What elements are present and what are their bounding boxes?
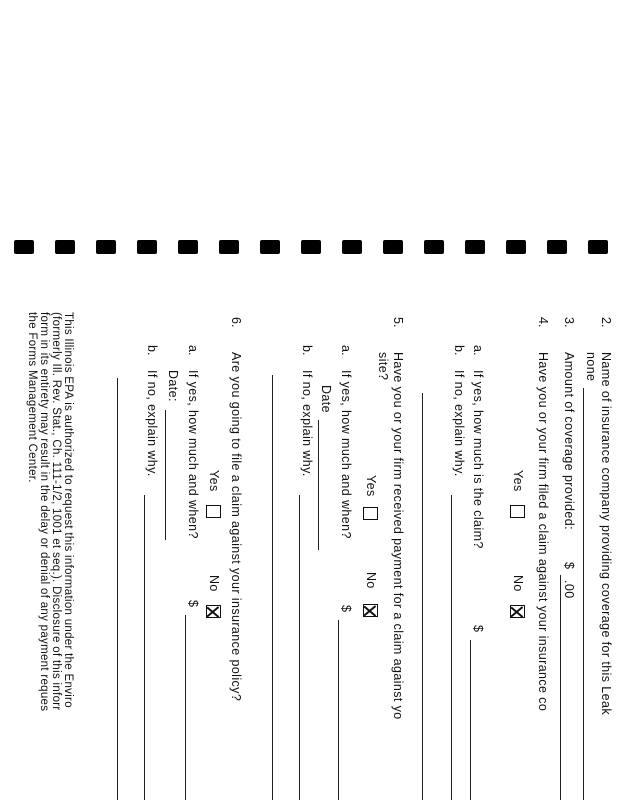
question-6b-label: If no, explain why. [145,370,159,477]
insurance-company-answer[interactable]: none [584,352,598,382]
punch-hole [96,240,116,254]
punch-hole [178,240,198,254]
disclosure-line-3: form in its entirety may result in the delay or denial of any payment reques [38,312,50,712]
question-6-no-checkbox-checked[interactable] [206,605,221,618]
question-6b-line-1 [144,495,145,800]
question-4-number: 4. [536,317,550,328]
question-5-no-checkbox-checked[interactable] [363,604,378,617]
question-6a-letter: a. [186,345,200,356]
disclosure-line-2: (formerly Ill. Rev. Stat., Ch. 111-1/2, 1001 et seq.). Disclosure of this inforr [50,312,62,711]
question-5b-line-1 [299,495,300,800]
question-6-number: 6. [229,317,243,328]
question-5a-letter: a. [339,345,353,356]
claim-amount-line [470,640,471,800]
punch-hole [137,240,157,254]
question-5a-date-label: Date [319,385,333,414]
question-4b-line-2 [422,393,423,800]
question-4-yes-label: Yes [511,470,525,492]
question-4a-letter: a. [471,345,485,356]
question-3-number: 3. [562,317,576,328]
question-6a-currency: $ [186,600,200,608]
question-5a-currency: $ [339,605,353,613]
future-claim-amount-line [185,615,186,800]
coverage-currency: $ [562,562,576,570]
question-6a-label: If yes, how much and when? [186,370,200,539]
question-3-label: Amount of coverage provided: [562,352,576,530]
punch-hole [424,240,444,254]
question-4a-currency: $ [471,625,485,633]
punch-hole [506,240,526,254]
punch-hole [219,240,239,254]
question-5-yes-label: Yes [364,475,378,497]
punch-hole [14,240,34,254]
question-4b-letter: b. [452,345,466,356]
question-6-yes-label: Yes [207,470,221,492]
question-2-label: Name of insurance company providing coverage for this Leak [599,352,613,715]
punch-hole [465,240,485,254]
question-5-number: 5. [391,317,405,328]
question-4-no-label: No [511,575,525,592]
punch-hole [342,240,362,254]
payment-amount-line [338,620,339,800]
punch-hole [547,240,567,254]
disclosure-line-4: the Forms Management Center. [26,312,38,483]
payment-date-line [318,420,319,550]
question-4a-label: If yes, how much is the claim? [471,370,485,549]
question-6b-line-2 [117,378,118,800]
punch-hole [55,240,75,254]
question-5-label: Have you or your firm received payment for a claim against yo [391,352,405,720]
punch-hole [383,240,403,254]
question-4b-label: If no, explain why. [452,370,466,477]
question-6a-date-label: Date: [166,370,180,402]
question-5b-letter: b. [300,345,314,356]
question-5-no-label: No [364,572,378,589]
question-2-number: 2. [599,317,613,328]
coverage-amount[interactable]: .00 [562,580,576,599]
question-6-yes-checkbox[interactable] [206,505,221,518]
question-5-label-continued: site? [376,352,390,381]
question-5b-line-2 [272,375,273,800]
question-4-label: Have you or your firm filed a claim against your insurance co [536,352,550,712]
disclosure-line-1: This Illinois EPA is authorized to request this information under the Enviro [62,312,74,708]
insurance-company-line [583,388,584,800]
coverage-amount-line [560,575,561,800]
question-6-no-label: No [207,575,221,592]
punch-hole [588,240,608,254]
question-4-no-checkbox-checked[interactable] [510,605,525,618]
question-5a-label: If yes, how much and when? [339,370,353,539]
question-4-yes-checkbox[interactable] [510,505,525,518]
question-5-yes-checkbox[interactable] [363,507,378,520]
punch-hole [260,240,280,254]
future-claim-date-line [165,410,166,540]
punch-hole [301,240,321,254]
question-6-label: Are you going to file a claim against your insurance policy? [229,352,243,702]
question-4b-line-1 [451,495,452,800]
question-5b-label: If no, explain why. [300,370,314,477]
question-6b-letter: b. [145,345,159,356]
